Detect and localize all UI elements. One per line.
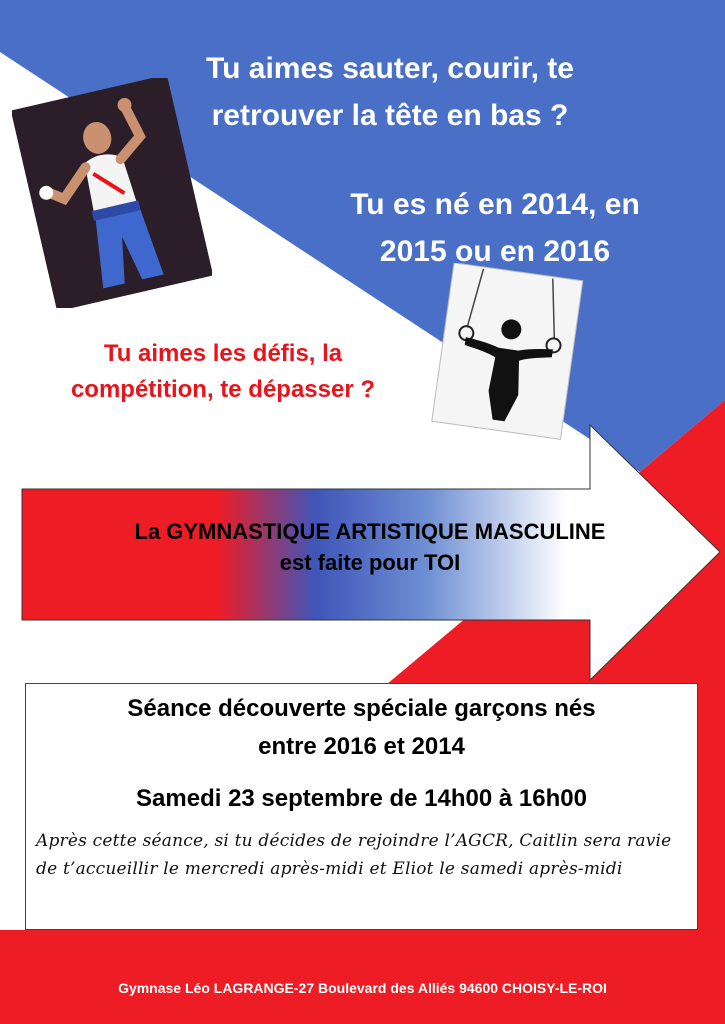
headline-line-1: Tu aimes sauter, courir, te xyxy=(206,52,574,85)
challenge-line-1: Tu aimes les défis, la xyxy=(103,340,343,367)
birth-years-text xyxy=(290,181,700,275)
red-triangle-bottom xyxy=(0,930,725,1024)
banner-line-1: La GYMNASTIQUE ARTISTIQUE MASCULINE xyxy=(134,519,606,544)
birth-line-1: Tu es né en 2014, en xyxy=(350,188,640,221)
footer-address: Gymnase Léo LAGRANGE-27 Boulevard des Alliés 94600 CHOISY-LE-ROI xyxy=(118,980,607,996)
challenge-line-2: compétition, te dépasser ? xyxy=(70,376,376,403)
headline-question xyxy=(150,45,630,139)
session-line-2: entre 2016 et 2014 xyxy=(258,733,465,760)
banner-text xyxy=(40,516,700,578)
birth-line-2: 2015 ou en 2016 xyxy=(379,235,611,268)
session-line-1: Séance découverte spéciale garçons nés xyxy=(127,695,596,722)
info-box xyxy=(25,683,698,930)
session-note: Après cette séance, si tu décides de rejoindre l’AGCR, Caitlin sera ravie de t’accueillir le mercredi après-midi et Eliot le samedi après-midi xyxy=(36,831,672,879)
banner-line-2: est faite pour TOI xyxy=(279,550,461,575)
session-date: Samedi 23 septembre de 14h00 à 16h00 xyxy=(136,785,587,812)
rings-silhouette-photo xyxy=(428,263,586,443)
challenge-question xyxy=(18,336,428,408)
headline-line-2: retrouver la tête en bas ? xyxy=(211,99,569,132)
